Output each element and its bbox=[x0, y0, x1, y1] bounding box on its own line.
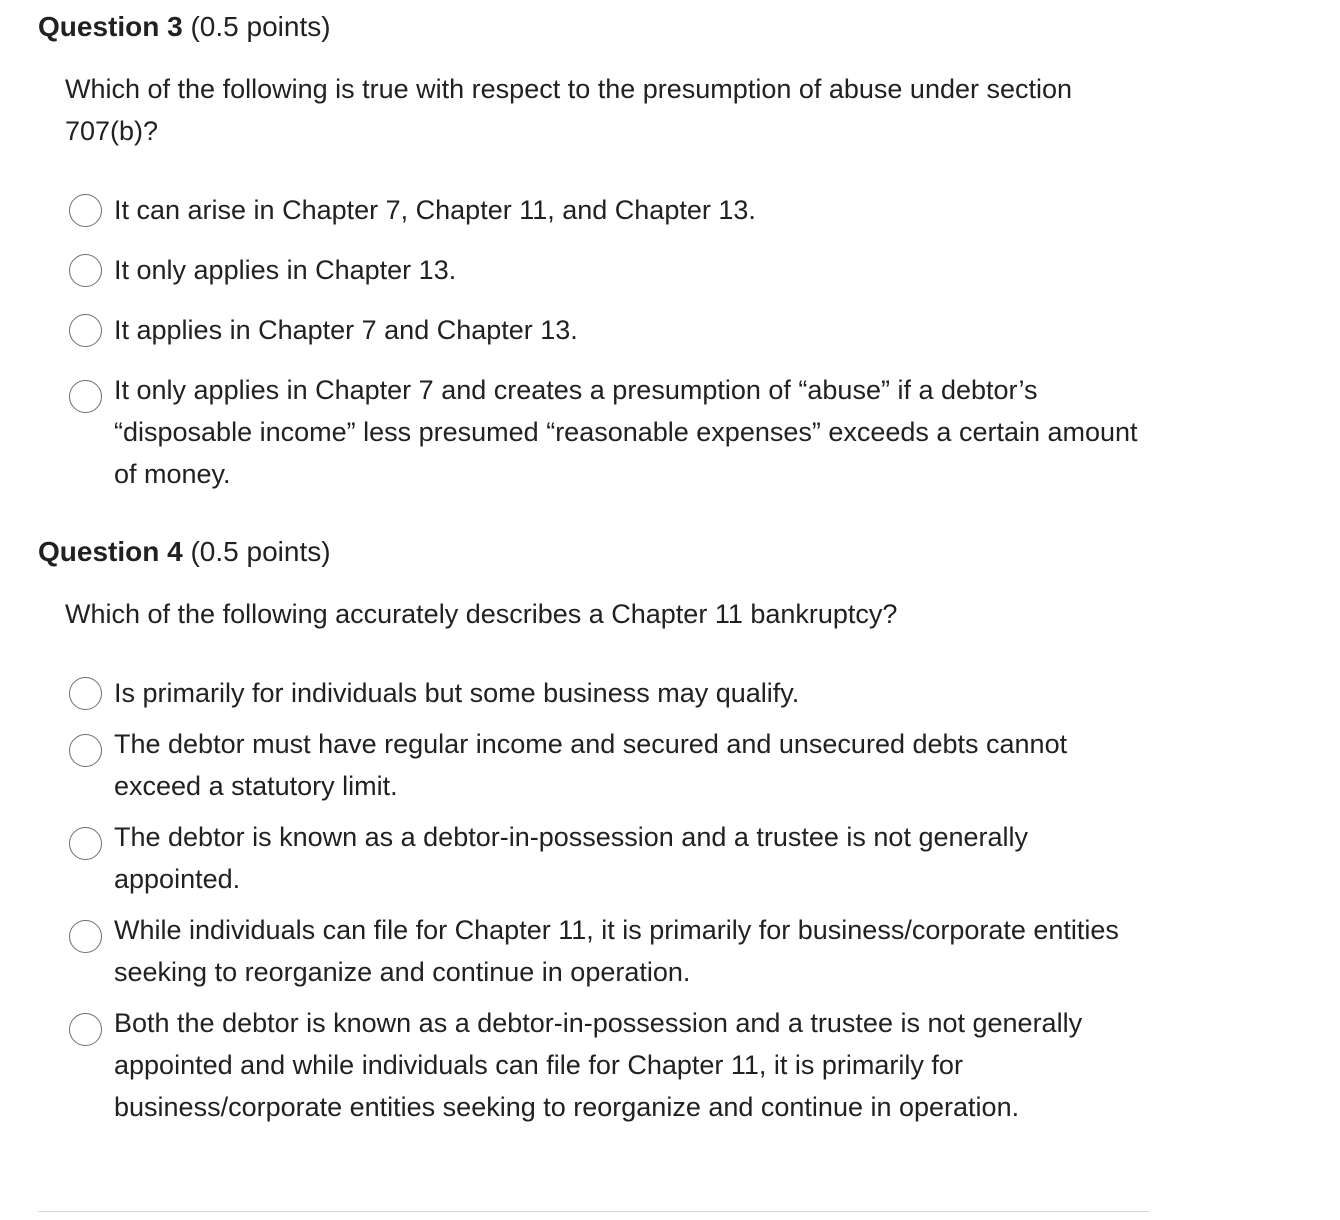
answer-option-label: It applies in Chapter 7 and Chapter 13. bbox=[114, 315, 578, 345]
answer-option-label: Both the debtor is known as a debtor-in-possession and a trustee is not generally appointed and while individuals can file for Chapter 11, it is primarily for business/corporate entities seeking to reorganize and continue in operation. bbox=[114, 1008, 1083, 1122]
answer-option[interactable] bbox=[69, 249, 1144, 291]
question-4 bbox=[38, 533, 1148, 1128]
radio-button[interactable] bbox=[69, 920, 102, 953]
answer-option[interactable] bbox=[69, 672, 1144, 714]
radio-button[interactable] bbox=[69, 380, 102, 413]
answer-option[interactable] bbox=[69, 909, 1144, 993]
question-header bbox=[38, 8, 1148, 48]
divider bbox=[38, 1211, 1149, 1212]
question-title: Question 3 bbox=[38, 11, 183, 42]
question-title: Question 4 bbox=[38, 536, 183, 567]
question-stem: Which of the following accurately describes a Chapter 11 bankruptcy? bbox=[65, 599, 898, 629]
answer-option-label: Is primarily for individuals but some business may qualify. bbox=[114, 678, 800, 708]
question-stem: Which of the following is true with respect to the presumption of abuse under section 707(b)? bbox=[65, 74, 1073, 146]
answer-option-label: The debtor is known as a debtor-in-possession and a trustee is not generally appointed. bbox=[114, 822, 1029, 894]
radio-button[interactable] bbox=[69, 254, 102, 287]
radio-button[interactable] bbox=[69, 827, 102, 860]
answer-option-label: It only applies in Chapter 13. bbox=[114, 255, 457, 285]
radio-button[interactable] bbox=[69, 194, 102, 227]
radio-button[interactable] bbox=[69, 677, 102, 710]
answer-options bbox=[38, 672, 1148, 1128]
radio-button[interactable] bbox=[69, 314, 102, 347]
answer-option-label: It can arise in Chapter 7, Chapter 11, and Chapter 13. bbox=[114, 195, 756, 225]
answer-option-label: The debtor must have regular income and secured and unsecured debts cannot exceed a statutory limit. bbox=[114, 729, 1068, 801]
question-points: (0.5 points) bbox=[190, 536, 331, 567]
radio-button[interactable] bbox=[69, 734, 102, 767]
answer-options bbox=[38, 189, 1148, 495]
answer-option-label: It only applies in Chapter 7 and creates a presumption of “abuse” if a debtor’s “disposable income” less presumed “reasonable expenses” exceeds a certain amount of money. bbox=[114, 375, 1138, 489]
question-3 bbox=[38, 8, 1148, 495]
answer-option[interactable] bbox=[69, 816, 1144, 900]
answer-option-label: While individuals can file for Chapter 11, it is primarily for business/corporate entities seeking to reorganize and continue in operation. bbox=[114, 915, 1119, 987]
question-header bbox=[38, 533, 1148, 573]
answer-option[interactable] bbox=[69, 1002, 1144, 1128]
answer-option[interactable] bbox=[69, 309, 1144, 351]
answer-option[interactable] bbox=[69, 369, 1144, 495]
answer-option[interactable] bbox=[69, 189, 1144, 231]
question-points: (0.5 points) bbox=[190, 11, 331, 42]
answer-option[interactable] bbox=[69, 723, 1144, 807]
radio-button[interactable] bbox=[69, 1013, 102, 1046]
